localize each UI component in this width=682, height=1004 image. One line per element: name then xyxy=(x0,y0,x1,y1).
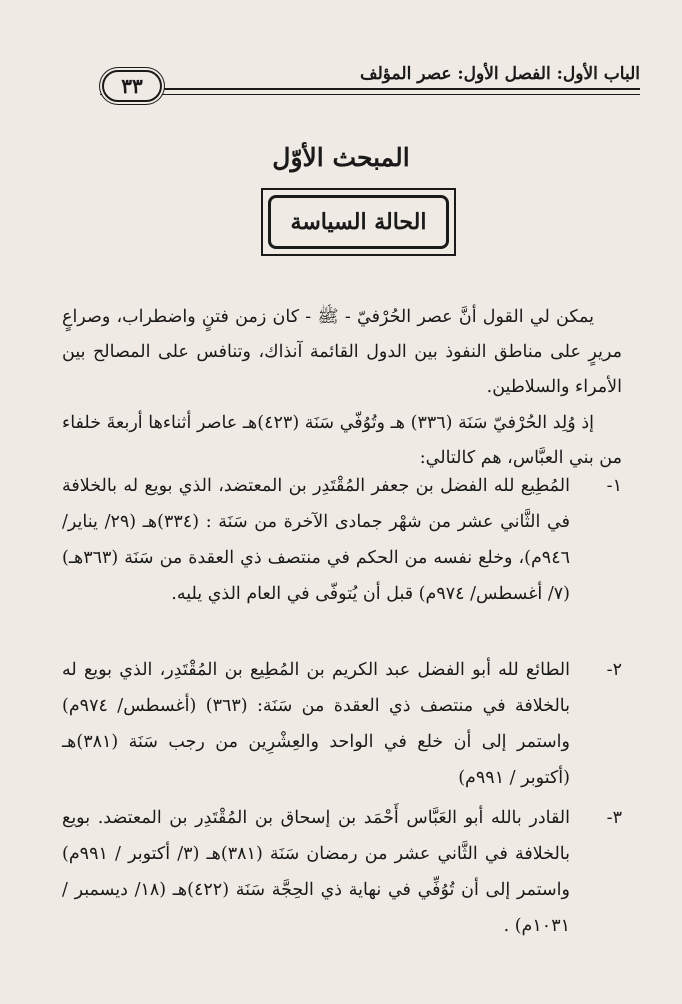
list-item-text: الطائع لله أبو الفضل عبد الكريم بن المُطِيع بن المُقْتَدِر، الذي بويع له بالخلافة في منتصف ذي العقدة من سَنَة: (٣٦٣) (أغسطس/ ٩٧٤م) واستمر إلى أن خلع في الواحد والعِشْرِين من رجب سَنَة (٣٨١)هـ (أكتوبر / ٩٩١م) xyxy=(62,660,570,788)
list-item-number: ١- xyxy=(606,476,622,496)
subtitle-frame xyxy=(261,188,456,256)
section-subtitle: الحالة السياسة xyxy=(268,195,449,249)
list-item-number: ٣- xyxy=(606,808,622,828)
list-item xyxy=(62,468,622,612)
chapter-title: الباب الأول: الفصل الأول: عصر المؤلف xyxy=(360,64,640,84)
paragraph: إذ وُلِد الحُرْفيّ سَنَة (٣٣٦) هـ وتُوُفّي سَنَة (٤٢٣)هـ عاصر أثناءها أربعةَ خلفاء من بني العبَّاس، هم كالتالي: xyxy=(62,412,622,468)
header-rule xyxy=(160,88,640,95)
section-title: المبحث الأوّل xyxy=(272,143,410,172)
list-item xyxy=(62,652,622,796)
list-item-text: القادر بالله أبو العَبَّاس أَحْمَد بن إسحاق بن المُقْتَدِر بن المعتضد. بويع بالخلافة في الثَّاني عشر من رمضان سَنَة (٣٨١)هـ (٣/ أكتوبر / ٩٩١م) واستمر إلى أن تُوُفِّي في نهاية ذي الحِجَّة سَنَة (٤٢٢)هـ (١٨/ ديسمبر / ١٠٣١م) . xyxy=(62,808,570,936)
list-item xyxy=(62,800,622,944)
page-number: ٣٣ xyxy=(102,70,162,102)
list-item-number: ٢- xyxy=(606,660,622,680)
running-header xyxy=(100,62,640,102)
paragraph: يمكن لي القول أنَّ عصر الحُرْفيّ - ﷺ - كان زمن فتنٍ واضطراب، وصراعٍ مريرٍ على مناطق النفوذ بين الدول القائمة آنذاك، وتنافس على المصالح بين الأمراء والسلاطين. xyxy=(62,306,622,397)
list-item-text: المُطِيع لله الفضل بن جعفر المُقْتَدِر بن المعتضد، الذي بويع له بالخلافة في الثَّاني عشر من شهْر جمادى الآخرة من سَنَة : (٣٣٤)هـ (٢٩/ يناير/ ٩٤٦م)، وخلع نفسه من الحكم في منتصف ذي العقدة من سَنَة (٣٦٣هـ) (٧/ أغسطس/ ٩٧٤م) قبل أن يُتوفّى في العام الذي يليه. xyxy=(62,476,570,604)
